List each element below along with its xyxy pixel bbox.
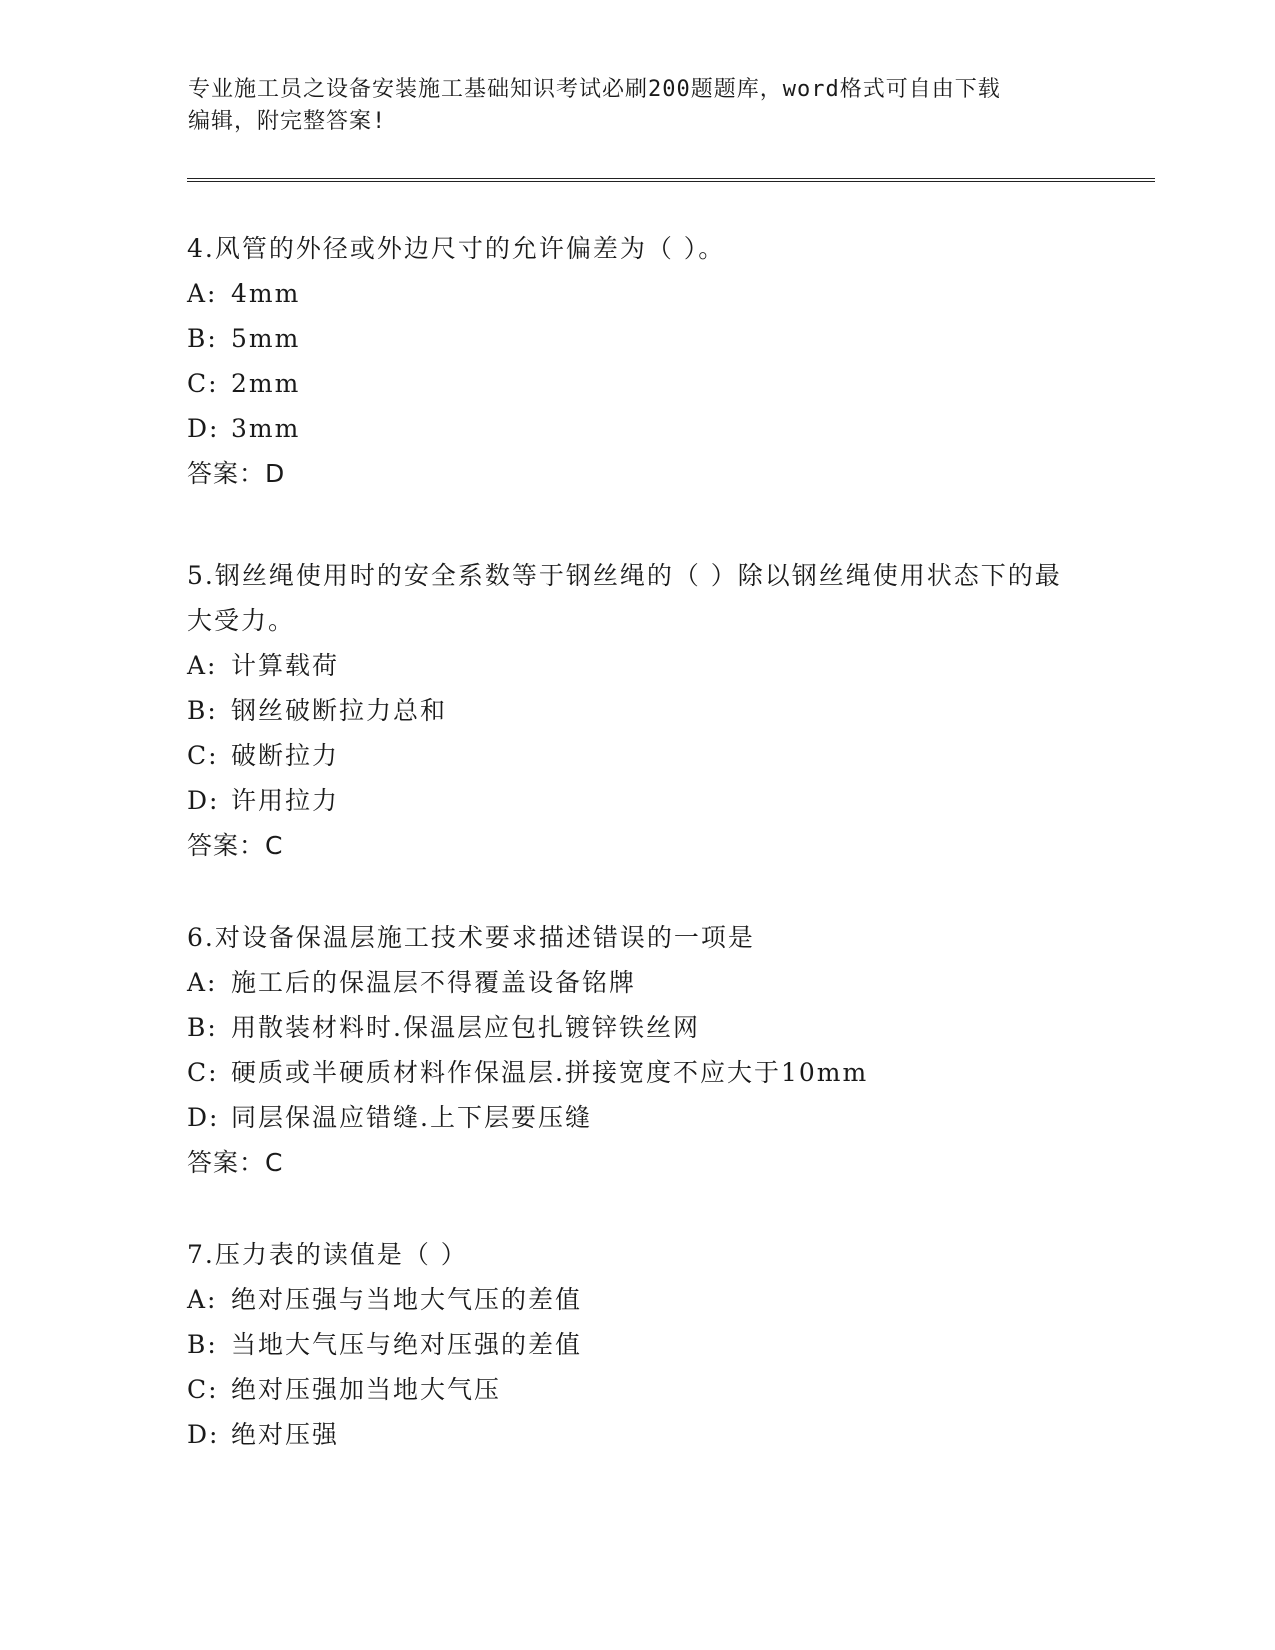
option-letter: B: xyxy=(187,1013,218,1042)
option-d xyxy=(187,1095,1087,1140)
option-text: 破断拉力 xyxy=(231,741,340,770)
question-stem: 5.钢丝绳使用时的安全系数等于钢丝绳的（ ）除以钢丝绳使用状态下的最大受力。 xyxy=(187,561,1062,635)
option-text: 5mm xyxy=(231,324,301,353)
option-a xyxy=(187,643,1087,688)
answer-text: 答案：D xyxy=(187,459,286,488)
option-d xyxy=(187,1412,1087,1457)
option-letter: B: xyxy=(187,324,218,353)
option-letter: D: xyxy=(187,786,220,815)
option-letter: B: xyxy=(187,1330,218,1359)
option-letter: A: xyxy=(187,1285,218,1314)
option-b xyxy=(187,1322,1087,1367)
option-b xyxy=(187,688,1087,733)
option-c xyxy=(187,361,1087,406)
question-stem: 6.对设备保温层施工技术要求描述错误的一项是 xyxy=(187,923,755,952)
option-text: 2mm xyxy=(231,369,301,398)
option-text: 绝对压强加当地大气压 xyxy=(231,1375,502,1404)
option-d xyxy=(187,406,1087,451)
header-divider xyxy=(187,178,1155,182)
option-text: 当地大气压与绝对压强的差值 xyxy=(231,1330,583,1359)
option-letter: B: xyxy=(187,696,218,725)
option-text: 用散装材料时.保温层应包扎镀锌铁丝网 xyxy=(231,1013,700,1042)
option-c xyxy=(187,733,1087,778)
option-text: 同层保温应错缝.上下层要压缝 xyxy=(231,1103,592,1132)
document-header xyxy=(188,74,1088,138)
option-text: 钢丝破断拉力总和 xyxy=(231,696,448,725)
option-letter: D: xyxy=(187,414,220,443)
option-d xyxy=(187,778,1087,823)
header-title-line-2: 编辑，附完整答案! xyxy=(188,109,387,134)
question-stem: 4.风管的外径或外边尺寸的允许偏差为（ ）。 xyxy=(187,234,726,263)
option-a xyxy=(187,960,1087,1005)
option-c xyxy=(187,1367,1087,1412)
option-text: 许用拉力 xyxy=(231,786,340,815)
option-letter: A: xyxy=(187,279,218,308)
option-letter: C: xyxy=(187,1058,219,1087)
option-letter: C: xyxy=(187,1375,219,1404)
answer-text: 答案：C xyxy=(187,831,284,860)
option-text: 计算载荷 xyxy=(231,651,340,680)
option-letter: D: xyxy=(187,1420,220,1449)
option-a xyxy=(187,271,1087,316)
option-text: 绝对压强与当地大气压的差值 xyxy=(231,1285,583,1314)
option-text: 施工后的保温层不得覆盖设备铭牌 xyxy=(231,968,637,997)
option-letter: C: xyxy=(187,741,219,770)
option-b xyxy=(187,316,1087,361)
option-letter: A: xyxy=(187,651,218,680)
option-c xyxy=(187,1050,1087,1095)
option-letter: C: xyxy=(187,369,219,398)
question-4 xyxy=(187,226,1087,496)
question-5 xyxy=(187,553,1087,868)
option-text: 3mm xyxy=(231,414,301,443)
question-7 xyxy=(187,1232,1087,1457)
option-letter: D: xyxy=(187,1103,220,1132)
option-text: 4mm xyxy=(231,279,301,308)
question-stem: 7.压力表的读值是（ ） xyxy=(187,1240,468,1269)
option-text: 绝对压强 xyxy=(231,1420,340,1449)
question-6 xyxy=(187,915,1087,1185)
option-text: 硬质或半硬质材料作保温层.拼接宽度不应大于10mm xyxy=(231,1058,869,1087)
header-title-line-1: 专业施工员之设备安装施工基础知识考试必刷200题题库，word格式可自由下载 xyxy=(188,77,1001,102)
option-b xyxy=(187,1005,1087,1050)
option-letter: A: xyxy=(187,968,218,997)
option-a xyxy=(187,1277,1087,1322)
answer-text: 答案：C xyxy=(187,1148,284,1177)
